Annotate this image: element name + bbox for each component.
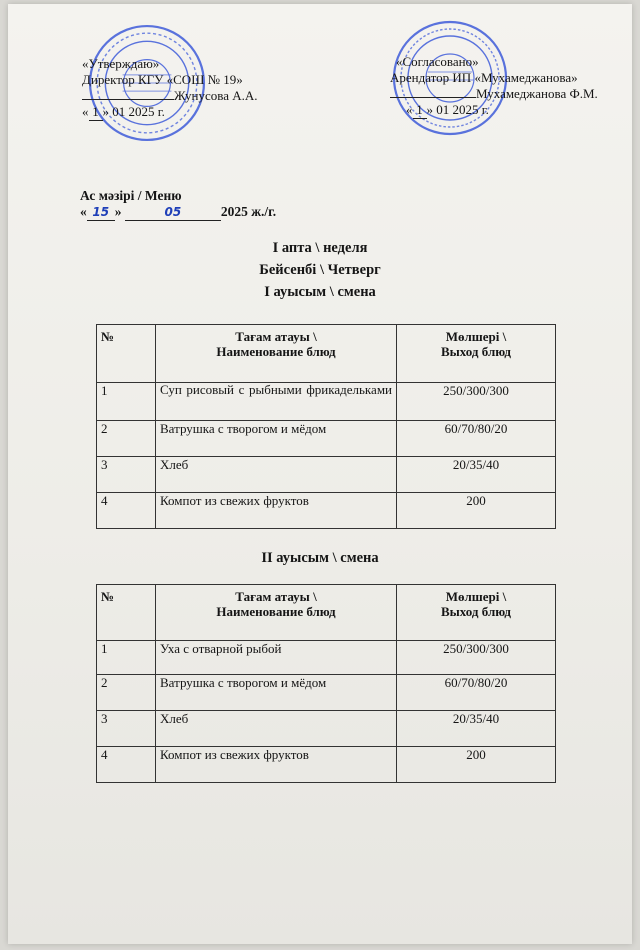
week-title: І апта \ неделя <box>272 240 368 256</box>
approval-date: « 1 » 01 2025 г. <box>82 104 165 119</box>
header-dish <box>156 585 397 641</box>
header-num: № <box>97 585 156 641</box>
table-row <box>97 641 556 675</box>
table-row <box>97 747 556 783</box>
agreement-name: Мухамеджанова Ф.М. <box>476 86 598 101</box>
header-qty <box>397 585 556 641</box>
row-dish: Суп рисовый с рыбными фрикадельками <box>156 383 397 421</box>
agreement-date: « 1 » 01 2025 г. <box>406 102 489 117</box>
menu-date-day: 15 <box>87 204 115 221</box>
approval-position: Директор КГУ «СОШ № 19» <box>82 72 243 87</box>
shift2-title: ІІ ауысым \ смена <box>261 550 379 566</box>
approval-signatory <box>82 88 258 104</box>
row-num: 1 <box>97 383 156 421</box>
header-qty-ru: Выход блюд <box>440 604 511 619</box>
header-num: № <box>97 325 156 383</box>
header-qty-ru: Выход блюд <box>440 344 511 359</box>
table-row <box>97 675 556 711</box>
signature-line <box>390 97 476 98</box>
row-num: 2 <box>97 675 156 711</box>
header-dish-ru: Наименование блюд <box>216 344 336 359</box>
header-qty <box>397 325 556 383</box>
agreement-date-rest: 01 2025 г. <box>436 102 489 117</box>
row-dish: Компот из свежих фруктов <box>156 493 397 529</box>
header-dish <box>156 325 397 383</box>
agreement-title: «Согласовано» <box>396 54 479 69</box>
row-dish: Компот из свежих фруктов <box>156 747 397 783</box>
header-dish-ru: Наименование блюд <box>216 604 336 619</box>
table-row <box>97 383 556 421</box>
table-header-row <box>97 325 556 383</box>
row-qty: 250/300/300 <box>397 641 556 675</box>
shift2-menu-table <box>96 584 556 783</box>
row-qty: 200 <box>397 747 556 783</box>
header-qty-kz: Мөлшері \ <box>445 329 507 344</box>
table-row <box>97 493 556 529</box>
menu-heading <box>80 188 276 221</box>
row-num: 4 <box>97 493 156 529</box>
row-qty: 20/35/40 <box>397 457 556 493</box>
table-row <box>97 421 556 457</box>
document-page <box>8 4 632 944</box>
agreement-signatory <box>390 86 598 102</box>
row-dish: Хлеб <box>156 457 397 493</box>
row-qty: 20/35/40 <box>397 711 556 747</box>
agreement-party: Арендатор ИП «Мухамеджанова» <box>390 70 578 85</box>
shift1-menu-table <box>96 324 556 529</box>
approval-block <box>82 56 258 121</box>
row-qty: 60/70/80/20 <box>397 675 556 711</box>
row-num: 3 <box>97 457 156 493</box>
menu-date-month: 05 <box>125 204 221 221</box>
row-dish: Уха с отварной рыбой <box>156 641 397 675</box>
row-dish: Ватрушка с творогом и мёдом <box>156 675 397 711</box>
approval-name: Жунусова А.А. <box>174 88 258 103</box>
row-qty: 250/300/300 <box>397 383 556 421</box>
header-dish-kz: Тағам атауы \ <box>235 589 317 604</box>
table-header-row <box>97 585 556 641</box>
header-dish-kz: Тағам атауы \ <box>235 329 317 344</box>
menu-date: « 15 » 05 2025 ж./г. <box>80 204 277 219</box>
shift1-title: І ауысым \ смена <box>264 284 376 300</box>
agreement-date-day: 1 <box>413 102 427 119</box>
row-num: 1 <box>97 641 156 675</box>
menu-date-year: 2025 ж./г. <box>220 204 277 219</box>
row-num: 2 <box>97 421 156 457</box>
row-qty: 200 <box>397 493 556 529</box>
row-num: 4 <box>97 747 156 783</box>
row-num: 3 <box>97 711 156 747</box>
menu-title: Ас мәзірі / Меню <box>80 188 182 203</box>
row-dish: Хлеб <box>156 711 397 747</box>
header-qty-kz: Мөлшері \ <box>445 589 507 604</box>
row-qty: 60/70/80/20 <box>397 421 556 457</box>
signature-line <box>82 99 174 100</box>
approval-date-day: 1 <box>89 104 103 121</box>
approval-date-rest: 01 2025 г. <box>112 104 165 119</box>
agreement-block <box>390 54 598 119</box>
row-dish: Ватрушка с творогом и мёдом <box>156 421 397 457</box>
approval-title: «Утверждаю» <box>82 56 160 71</box>
weekday-title: Бейсенбі \ Четверг <box>259 262 381 278</box>
table-row <box>97 457 556 493</box>
table-row <box>97 711 556 747</box>
